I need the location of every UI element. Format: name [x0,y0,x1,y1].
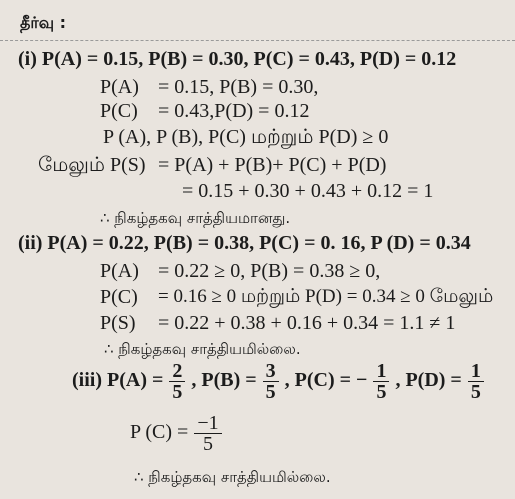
part1-line5: = 0.15 + 0.30 + 0.43 + 0.12 = 1 [182,180,434,202]
part1-line1-right: = 0.15, P(B) = 0.30, [158,76,319,98]
part2-line1-left: P(A) [100,260,139,282]
part1-line2-left: P(C) [100,100,138,122]
part1-line2-right: = 0.43,P(D) = 0.12 [158,100,310,122]
part1-line3: P (A), P (B), P(C) மற்றும் P(D) ≥ 0 [103,126,389,148]
part3-pc-denominator: 5 [376,380,387,403]
part3-pd-fraction [468,361,484,402]
part3-pb-numerator: 3 [263,361,279,382]
part1-title: (i) P(A) = 0.15, P(B) = 0.30, P(C) = 0.43, P(D) = 0.12 [18,48,457,70]
part3-pb-fraction [263,361,279,402]
part3-label: (iii) [72,369,102,391]
part2-line3-right: = 0.22 + 0.38 + 0.16 + 0.34 = 1.1 ≠ 1 [158,312,456,334]
part3-pa-denominator: 5 [172,380,183,403]
part3-pa-numerator: 2 [169,361,185,382]
part3-conclusion: ∴ நிகழ்தகவு சாத்தியமில்லை. [134,468,331,486]
part3-probabilities [72,358,485,402]
part3-pa-fraction [169,361,185,402]
part2-line3-left: P(S) [100,312,136,334]
part1-line4-prefix: மேலும் P(S) [38,154,146,176]
part3-pb-label: , P(B) = [191,369,257,391]
part3-pa-label: P(A) = [107,369,164,391]
part2-line2-right: = 0.16 ≥ 0 மற்றும் P(D) = 0.34 ≥ 0 மேலும் [158,286,494,307]
part1-conclusion: ∴ நிகழ்தகவு சாத்தியமானது. [100,209,291,227]
part3-pc-numerator: 1 [373,361,389,382]
part3-pc2-fraction [194,413,221,454]
part3-pb-denominator: 5 [265,380,276,403]
part3-pc-label: , P(C) = − [284,369,368,391]
part3-pd-denominator: 5 [470,380,481,403]
divider [0,40,515,41]
part1-line1-left: P(A) [100,76,139,98]
part3-pc-fraction [373,361,389,402]
part3-pc2-denominator: 5 [202,432,213,455]
part3-pc2-numerator: −1 [194,413,221,434]
part1-line4-right: = P(A) + P(B)+ P(C) + P(D) [158,154,387,176]
part3-pc2-label: P (C) = [130,421,189,443]
part2-line1-right: = 0.22 ≥ 0, P(B) = 0.38 ≥ 0, [158,260,381,282]
part3-pc-result [130,410,223,454]
solution-heading: தீர்வு : [20,13,67,32]
part2-conclusion: ∴ நிகழ்தகவு சாத்தியமில்லை. [104,340,301,358]
part3-pd-numerator: 1 [468,361,484,382]
part2-line2-left: P(C) [100,286,138,308]
part3-pd-label: , P(D) = [395,369,462,391]
part2-title: (ii) P(A) = 0.22, P(B) = 0.38, P(C) = 0. 16, P (D) = 0.34 [18,232,471,254]
